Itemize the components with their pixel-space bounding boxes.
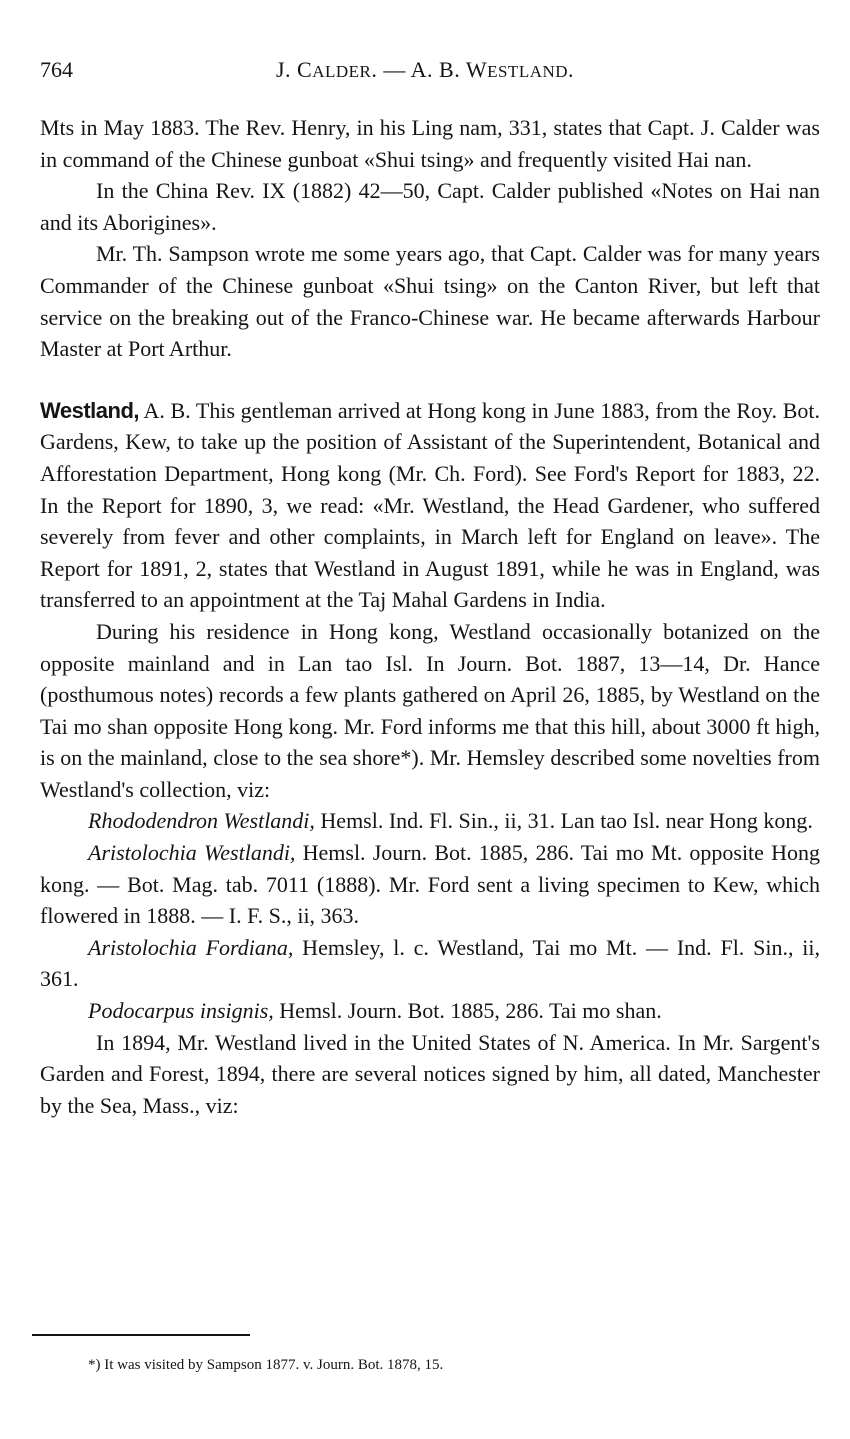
- westland-paragraph-1: [40, 395, 820, 616]
- page-body: [40, 112, 820, 1121]
- species-name: Rhododendron Westlandi,: [88, 808, 315, 834]
- westland-paragraph-1-text: A. B. This gentleman arrived at Hong kong in June 1883, from the Roy. Bot. Gardens, Kew, to take up the position of Assistant of the Superintendent, Botanical and Afforestation Department, Hong kong (Mr. Ch. Ford). See Ford's Report for 1883, 22. In the Report for 1890, 3, we read: «Mr. Westland, the Head Gardener, who suffered severely from fever and other complaints, in March left for England on leave». The Report for 1891, 2, states that Westland in August 1891, while he was in England, was transferred to an appointment at the Taj Mahal Gardens in India.: [40, 397, 820, 613]
- running-head-part: J. C: [275, 57, 313, 82]
- footnote-rule: [32, 1334, 250, 1336]
- page-header: [40, 55, 810, 85]
- westland-paragraph-3: In 1894, Mr. Westland lived in the United States of N. America. In Mr. Sargent's Garden and Forest, 1894, there are several notices signed by him, all dated, Manchester by the Sea, Mass., viz:: [40, 1029, 820, 1118]
- species-reference: Hemsl. Ind. Fl. Sin., ii, 31. Lan tao Isl. near Hong kong.: [314, 808, 813, 834]
- running-head: [40, 55, 810, 87]
- westland-paragraph-2: During his residence in Hong kong, Westland occasionally botanized on the opposite mainland and in Lan tao Isl. In Journ. Bot. 1887, 13—14, Dr. Hance (posthumous notes) records a few plants gathered on April 26, 1885, by Westland on the Tai mo shan opposite Hong kong. Mr. Ford informs me that this hill, about 3000 ft high, is on the mainland, close to the sea shore*). Mr. Hemsley described some novelties from Westland's collection, viz:: [40, 618, 820, 802]
- species-reference: Hemsl. Journ. Bot. 1885, 286. Tai mo shan.: [273, 998, 662, 1024]
- species-entry: [40, 837, 820, 932]
- footnote: *) It was visited by Sampson 1877. v. Journ. Bot. 1878, 15.: [88, 1357, 444, 1373]
- entry-name: Westland,: [40, 397, 140, 423]
- species-entry: [40, 995, 820, 1027]
- calder-paragraph-1: Mts in May 1883. The Rev. Henry, in his Ling nam, 331, states that Capt. J. Calder was in command of the Chinese gunboat «Shui tsing» and frequently visited Hai nan.: [40, 115, 820, 172]
- species-name: Aristolochia Westlandi,: [88, 840, 296, 866]
- species-reference: Hemsl. Journ. Bot. 1885, 286. Tai mo Mt. opposite Hong kong. — Bot. Mag. tab. 7011 (1888). Mr. Ford sent a living specimen to Kew, which flowered in 1888. — I. F. S., ii, 363.: [40, 840, 821, 929]
- calder-paragraph-3: Mr. Th. Sampson wrote me some years ago, that Capt. Calder was for many years Commander of the Chinese gunboat «Shui tsing» on the Canton River, but left that service on the breaking out of the Franco-Chinese war. He became afterwards Harbour Master at Port Arthur.: [40, 241, 820, 362]
- running-head-part: .: [568, 57, 575, 82]
- species-reference: Hemsley, l. c. Westland, Tai mo Mt. — Ind. Fl. Sin., ii, 361.: [40, 934, 820, 992]
- running-head-small-caps: ESTLAND: [487, 62, 569, 81]
- species-entry: [40, 932, 820, 995]
- running-head-small-caps: ALDER: [312, 62, 372, 81]
- species-name: Aristolochia Fordiana,: [88, 934, 294, 960]
- running-head-part: . — A. B. W: [371, 57, 488, 82]
- entry-separator: [40, 365, 820, 395]
- page-number: 764: [40, 57, 73, 82]
- species-entry: [40, 805, 820, 837]
- species-name: Podocarpus insignis,: [88, 998, 274, 1024]
- calder-paragraph-2: In the China Rev. IX (1882) 42—50, Capt. Calder published «Notes on Hai nan and its Aborigines».: [40, 178, 820, 235]
